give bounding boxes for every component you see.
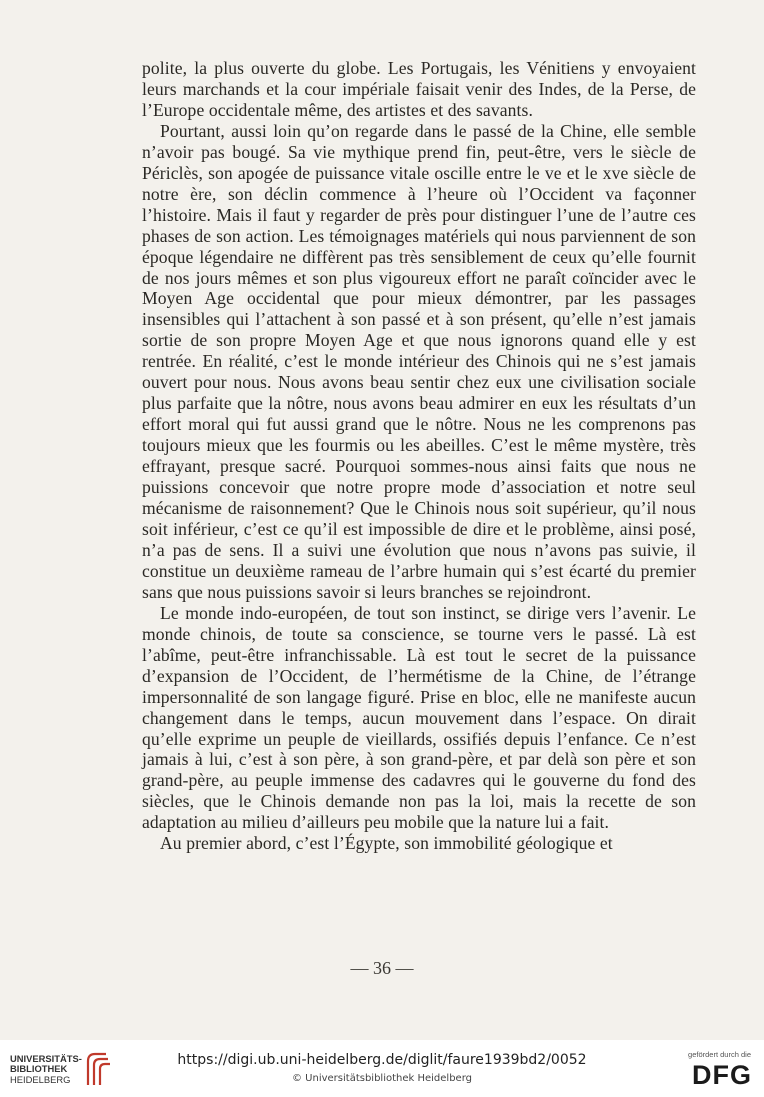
copyright-notice: © Universitätsbibliothek Heidelberg xyxy=(291,1073,472,1084)
body-text xyxy=(142,58,696,854)
funder-caption: gefördert durch die xyxy=(688,1050,751,1059)
paragraph-1: polite, la plus ouverte du globe. Les Portugais, les Vénitiens y envoyaient leurs marchands et la cour impériale faisait venir des Indes, de la Perse, de l’Europe occidentale même, des artistes et des savants. xyxy=(142,58,696,120)
library-name-line3: HEIDELBERG xyxy=(10,1073,71,1085)
library-name-line1: UNIVERSITÄTS- xyxy=(10,1053,82,1064)
paragraph-3: Le monde indo-européen, de tout son instinct, se dirige vers l’avenir. Le monde chinois, de toute sa conscience, se tourne vers le passé. Là est l’abîme, peut-être infranchissable. Là est tout le secret de la puissance d’expansion de l’Occident, de l’hermétisme de la Chine, de l’étrange impersonnalité de son langage figuré. Prise en bloc, elle ne manifeste aucun changement dans le temps, aucun mouvement dans l’espace. On dirait qu’elle exprime un peuple de vieillards, ossifiés depuis l’enfance. Ce n’est jamais à lui, c’est à son père, à son grand-père, et par delà son père et son grand-père, au peuple immense des cadavres qui le gouverne du fond des siècles, que le Chinois demande non pas la loi, mais la recette de son adaptation au milieu d’ailleurs peu mobile que la nature lui a fait. xyxy=(142,602,696,833)
page-number: — 36 — xyxy=(350,958,414,978)
library-name-line2: BIBLIOTHEK xyxy=(10,1063,68,1075)
paragraph-4: Au premier abord, c’est l’Égypte, son immobilité géologique et xyxy=(160,833,613,854)
footer-bar xyxy=(0,1040,764,1097)
dfg-logo[interactable]: DFG xyxy=(692,1060,752,1090)
permalink-url[interactable]: https://digi.ub.uni-heidelberg.de/diglit/faure1939bd2/0052 xyxy=(177,1052,587,1068)
paragraph-2: Pourtant, aussi loin qu’on regarde dans le passé de la Chine, elle semble n’avoir pas bougé. Sa vie mythique prend fin, peut-être, vers le siècle de Périclès, son apogée de puissance vitale oscille entre le ve et le xve siècle de notre ère, son déclin commence à l’heure où l’Occident va façonner l’histoire. Mais il faut y regarder de près pour distinguer l’une de l’autre ces phases de son action. Les témoignages matériels qui nous parviennent de son époque légendaire ne diffèrent pas très sensiblement de ceux qu’elle fournit de nos jours mêmes et son plus vigoureux effort ne paraît coïncider avec le Moyen Age occidental que pour mieux démontrer, par les passages insensibles qui l’attachent à son passé et à son présent, qu’elle n’est jamais sortie de son propre Moyen Age et que nous ignorons quand elle y est rentrée. En réalité, c’est le monde intérieur des Chinois qui ne s’est jamais ouvert pour nous. Nous avons beau sentir chez eux une civilisation sociale plus parfaite que la nôtre, nous avons beau admirer en eux les résultats d’un effort moral qui fut aussi grand que le nôtre. Nous ne les comprenons pas toujours mieux que les fourmis ou les abeilles. C’est le même mystère, très effrayant, presque sacré. Pourquoi sommes-nous ainsi faits que nous ne puissions concevoir que notre propre mode d’association et notre seul mécanisme de raisonnement? Que le Chinois nous soit supérieur, qu’il nous soit inférieur, c’est ce qu’il est impossible de dire et le problème, ainsi posé, n’a pas de sens. Il a suivi une évolution que nous n’avons pas suivie, il constitue un deuxième rameau de l’arbre humain qui s’est écarté du premier sans que nous puissions savoir si leurs branches se rejoindront. xyxy=(142,120,696,602)
